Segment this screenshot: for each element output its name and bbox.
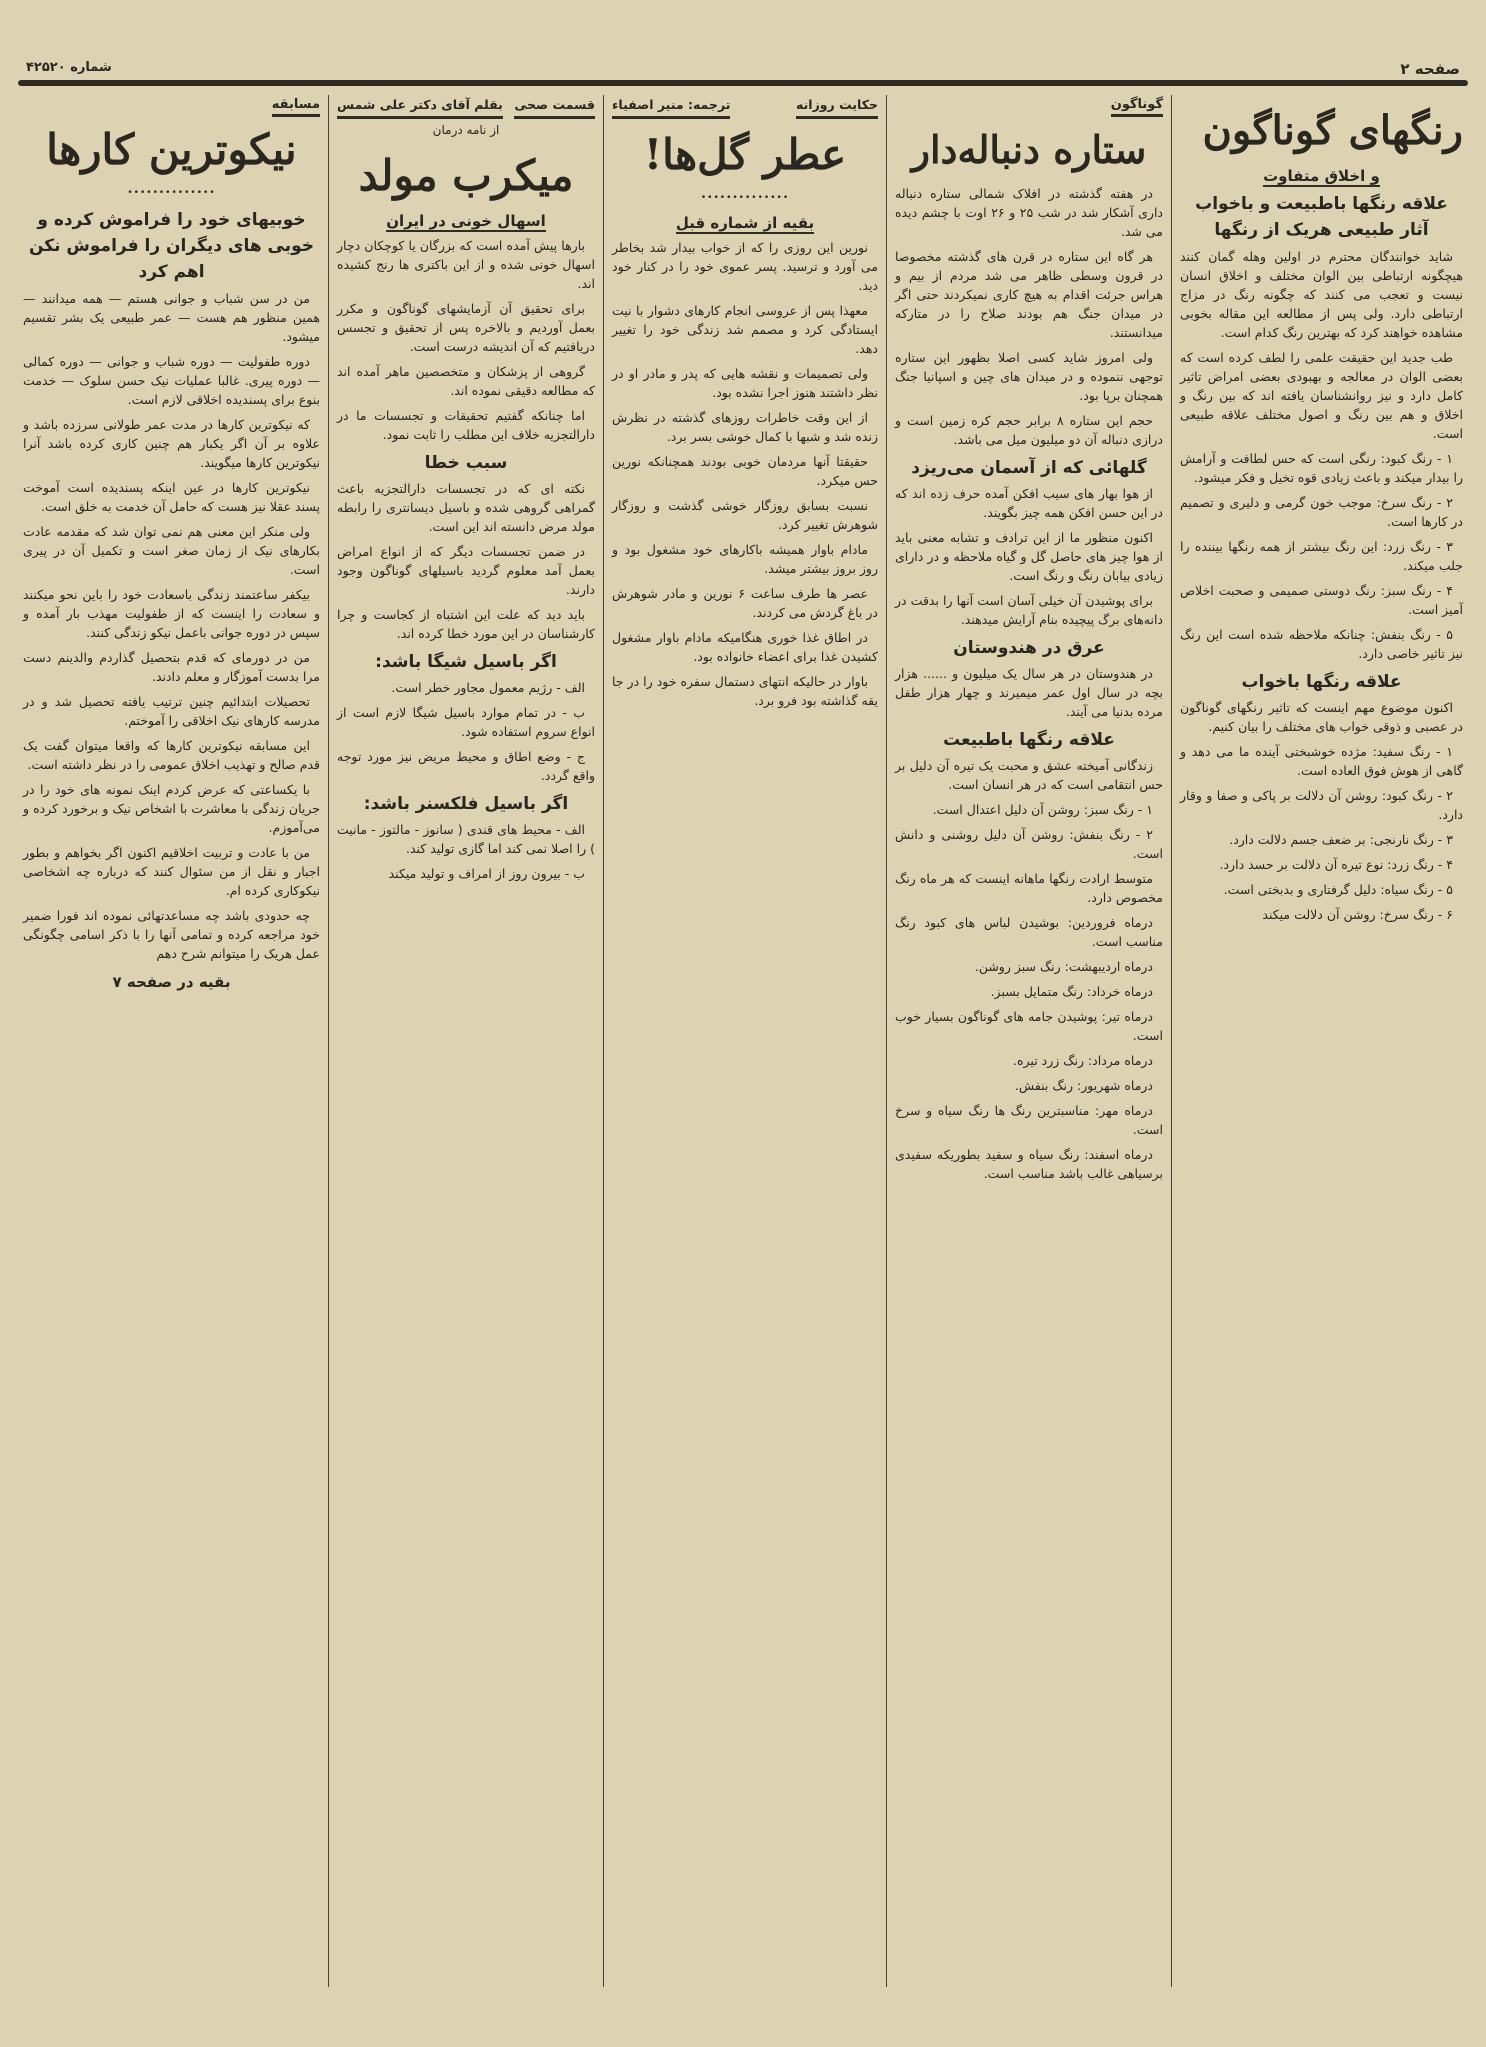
paragraph: ولی منکر این معنی هم نمی توان شد که مقدمه عادت بکارهای نیک از زمان صغر است و تکمیل آن در پیری است.	[23, 524, 320, 577]
paragraph: برای پوشیدن آن خیلی آسان است آنها را بدقت در دانه‌های برگ پیچیده بنام آرایش میدهند.	[895, 593, 1163, 627]
paragraph: ۳ - رنگ زرد: این رنگ بیشتر از همه رنگها بیننده را جلب میکند.	[1180, 539, 1463, 573]
headline: رنگهای گوناگون	[1202, 107, 1463, 154]
paragraph: دوره طفولیت — دوره شباب و جوانی — دوره کمالی — دوره پیری. غالبا عملیات نیک حسن سلوک — خدمت بنوع برای پسندیده اخلاقی لازم است.	[23, 354, 320, 407]
section-body	[895, 756, 1163, 1183]
column-comet-article	[886, 95, 1171, 1987]
paragraph: نیکوترین کارها در عین اینکه پسندیده است آموخت پسند عقلا نیز هست که حامل آن خدمت به خلق است.	[23, 480, 320, 514]
paragraph: حقیقتا آنها مردمان خوبی بودند همچنانکه نورین حس میکرد.	[612, 454, 878, 488]
paragraph: ۱ - رنگ سبز: روشن آن دلیل اعتدال است.	[932, 802, 1153, 817]
paragraph: ب - بیرون روز از امراف و تولید میکند	[388, 866, 585, 881]
paragraph: درماه مرداد: رنگ زرد تیره.	[1013, 1053, 1153, 1068]
section-title: اگر باسیل فلکسنر باشد:	[363, 794, 569, 814]
paragraph: در هندوستان در هر سال یک میلیون و ...... هزار بچه در سال اول عمر میمیرند و چهار هزار طفل مرده بدنیا می آیند.	[895, 666, 1163, 719]
paragraph: ب - در تمام موارد باسیل شیگا لازم است از انواع سروم استفاده شود.	[337, 705, 595, 739]
paragraph: برای تحقیق آن آزمایشهای گوناگون و مکرر بعمل آوردیم و بالاخره پس از تحقیق و تجسس دریافتیم که آن اندیشه درست است.	[337, 301, 595, 354]
paragraph: درماه خرداد: رنگ متمایل بسبز.	[990, 984, 1153, 999]
column-colors-article	[1171, 95, 1471, 1987]
page-number: صفحه ۲	[1400, 60, 1460, 78]
kicker: گوناگون	[895, 95, 1163, 114]
paragraph: شاید خوانندگان محترم در اولین وهله گمان کنند هیچگونه ارتباطی بین الوان مختلف و اخلاق انسان نیست و تعجب می کنند که چگونه رنگ در مزاج ارتباطی دارد. ولی پس از مطالعه این مقاله بخوبی مشاهده خواهند کرد که بهترین رنگ کدام است.	[1180, 249, 1463, 340]
paragraph: اکنون موضوع مهم اینست که تاثیر رنگهای گوناگون در عصبی و ذوقی خواب های مختلف را بیان کنیم.	[1180, 700, 1463, 734]
paragraph: از هوا بهار های سیب افکن آمده حرف زده اند که در این حسن افکن همه چیز بگویند.	[895, 486, 1163, 520]
paragraph: ۴ - رنگ سبز: رنگ دوستی صمیمی و صحبت اخلاص آمیز است.	[1180, 583, 1463, 617]
paragraph: چه حدودی باشد چه مساعدتهائی نموده اند فورا ضمیر خود مراجعه کرده و تمامی آنها را با ذکر اسامی چگونگی عمل هریک را میتوانم شرح دهم	[23, 908, 320, 961]
kicker: مسابقه	[23, 95, 320, 114]
headline: نیکوترین کارها	[46, 125, 297, 174]
paragraph: نورین این روزی را که از خواب بیدار شد بخاطر می آورد و ترسید. پسر عموی خود را در کنار خود دید.	[612, 240, 878, 293]
paragraph: من در دورمای که قدم بتحصیل گذاردم والدینم دست مرا بدست آموزگار و معلم دادند.	[23, 650, 320, 684]
paragraph: درماه اسفند: رنگ سیاه و سفید بطوریکه سفیدی برسیاهی غالب باشد مناسب است.	[895, 1147, 1163, 1181]
paragraph: درماه اردیبهشت: رنگ سبز روشن.	[974, 959, 1153, 974]
paragraph: ۶ - رنگ سرخ: روشن آن دلالت میکند	[1262, 907, 1453, 922]
paragraph: نسبت بسابق روزگار خوشی گذشت و روزگار شوهرش تغییر کرد.	[612, 498, 878, 532]
paragraph: متوسط ارادت رنگها ماهانه اینست که هر ماه رنگ مخصوص دارد.	[895, 871, 1163, 905]
paragraph: ولی تصمیمات و نقشه هایی که پدر و مادر او در نظر داشتند هنوز اجرا نشده بود.	[612, 366, 878, 400]
paragraph: در هفته گذشته در افلاک شمالی ستاره دنباله داری آشکار شد در شب ۲۵ و ۲۶ اوت با چشم دیده می شد.	[895, 186, 1164, 239]
article-body	[337, 236, 595, 444]
issue-number: شماره ۴۲۵۲۰	[26, 60, 112, 75]
column-contest	[15, 95, 328, 1987]
paragraph: گروهی از پزشکان و متخصصین ماهر آمده اند که مطالعه دقیقی نموده اند.	[337, 364, 595, 398]
section-title: گلهائی که از آسمان می‌ریزد	[911, 458, 1147, 478]
deck: خوبیهای خود را فراموش کرده و خوبی های دیگران را فراموش نکن اهم کرد	[28, 210, 315, 282]
paragraph: از این وقت خاطرات روزهای گذشته در نظرش زنده شد و شبها با کمال خوشی بسر برد.	[612, 410, 878, 444]
divider: ••••••••••••••	[127, 188, 216, 198]
paragraph: ۱ - رنگ کبود: رنگی است که حس لطافت و آرامش را بیدار میکند و باعث زیادی قوه تخیل و فکر میشود.	[1180, 451, 1463, 485]
article-body	[23, 289, 320, 963]
paragraph: که نیکوترین کارها در مدت عمر طولانی سرزده باشد و علاوه بر آن اگر یکبار هم چنین کاری کرده باشد آنرا نیکوترین کارها میگویند.	[23, 417, 320, 470]
section-title: علاقه رنگها باطبیعت	[943, 730, 1115, 750]
subheadline: و اخلاق متفاوت	[1263, 167, 1380, 185]
article-body	[895, 184, 1163, 449]
paragraph: این مسابقه نیکوترین کارها که واقعا میتوان گفت یک قدم صالح و تهذیب اخلاق عمومی را در نظر داشته است.	[23, 738, 320, 772]
section-title: علاقه رنگها باخواب	[1241, 672, 1402, 692]
headline: عطر گل‌ها!	[643, 130, 847, 179]
paragraph: زندگانی آمیخته عشق و محبت یک تیره آن دلیل بر حس انتقامی است که در هر انسان است.	[895, 758, 1163, 792]
kicker-row	[337, 95, 595, 119]
kicker: حکایت روزانه	[796, 95, 878, 119]
paragraph: ج - وضع اطاق و محیط مریض نیز مورد توجه واقع گردد.	[337, 749, 595, 783]
header-rule	[18, 80, 1468, 86]
paragraph: با یکساعتی که عرض کردم اینک نمونه های خود را در جریان زندگی با معاشرت با اشخاص نیک و برخورد کرده و می‌آموزم.	[23, 782, 320, 835]
paragraph: در ضمن تجسسات دیگر که از انواع امراض بعمل آمد معلوم گردید باسیلهای گوناگون وجود دارند.	[337, 544, 595, 597]
newspaper-columns	[15, 95, 1471, 1987]
column-story	[603, 95, 886, 1987]
paragraph: ۲ - رنگ کبود: روشن آن دلالت بر پاکی و صفا و وقار دارد.	[1180, 788, 1463, 822]
paragraph: طب جدید این حقیقت علمی را لطف کرده است که بعضی الوان در معالجه و بهبودی بعضی امراض تاثیر کامل دارد و نیز روانشناسان یافته اند که بین رنگ و اخلاق و هم بین رنگ و اصول مختلف علاقه طبیعی است.	[1180, 350, 1463, 441]
section-body	[895, 664, 1163, 721]
paragraph: من در سن شباب و جوانی هستم — همه میدانند — همین منظور هم هست — عمر طبیعی یک بشر تقسیم میشود.	[23, 291, 320, 344]
paragraph: ۵ - رنگ سیاه: دلیل گرفتاری و بدبختی است.	[1223, 882, 1453, 897]
paragraph: بیکفر ساعتمند زندگی باسعادت خود را باین نحو میکنند و سعادت را اینست که از طفولیت مهذب بار آمده و سپس در دوره جوانی باعمل نیکو زندگی کنند.	[23, 587, 320, 640]
paragraph: باوار در حالیکه انتهای دستمال سفره خود را در جا یقه گذاشته بود فرو برد.	[612, 674, 878, 708]
paragraph: ۵ - رنگ بنفش: چنانکه ملاحظه شده است این رنگ نیز تاثیر خاصی دارد.	[1180, 627, 1463, 661]
subheadline: اسهال خونی در ایران	[386, 212, 546, 230]
paragraph: من با عادت و تربیت اخلاقیم اکنون اگر بخواهم و بطور اجبار و نقل از من سئوال کنند که درباره چه اشخاصی نیکوکاری کرده ام.	[23, 845, 320, 898]
headline: ستاره دنباله‌دار	[911, 127, 1147, 172]
section-title: عرق در هندوستان	[953, 638, 1105, 658]
kicker-row	[612, 95, 878, 119]
paragraph: ۱ - رنگ سفید: مژده خوشبختی آینده ما می دهد و گاهی از هوش فوق العاده است.	[1180, 744, 1463, 778]
column-health	[328, 95, 603, 1987]
paragraph: درماه مهر: مناسبترین رنگ ها رنگ سیاه و سرخ است.	[895, 1103, 1163, 1137]
author-credit: بقلم آقای دکتر علی شمس	[337, 95, 503, 119]
paragraph: ۲ - رنگ سرخ: موجب خون گرمی و دلیری و تصمیم در کارها است.	[1180, 495, 1463, 529]
paragraph: الف - محیط های قندی ( سانوز - مالتوز - مانیت ) را اصلا نمی کند اما گازی تولید کند.	[337, 822, 595, 856]
paragraph: درماه فروردین: بوشیدن لباس های کبود رنگ مناسب است.	[895, 915, 1163, 949]
paragraph: هر گاه این ستاره در قرن های گذشته مخصوصا در قرون وسطی ظاهر می شد مردم از بیم و هراس جرئت اقدام به هیچ کاری نمیکردند حتی اگر در میدان جنگ هم بودند صلاح را در متارکه میدانستند.	[895, 249, 1163, 340]
paragraph: ۴ - رنگ زرد: نوع تیره آن دلالت بر حسد دارد.	[1219, 857, 1453, 872]
source-note: از نامه درمان	[432, 123, 500, 137]
paragraph: بارها پیش آمده است که بزرگان یا کوچکان دچار اسهال خونی شده و از این باکتری ها رنج کشیده اند.	[337, 238, 595, 291]
paragraph: ۲ - رنگ بنفش: روشن آن دلیل روشنی و دانش است.	[895, 827, 1163, 861]
paragraph: ۳ - رنگ نارنجی: بر ضعف جسم دلالت دارد.	[1229, 832, 1453, 847]
paragraph: عصر ها طرف ساعت ۶ نورین و مادر شوهرش در باغ گردش می کردند.	[612, 586, 878, 620]
headline: میکرب مولد	[358, 151, 574, 200]
divider: ••••••••••••••	[700, 193, 790, 203]
subheadline: بقیه از شماره قبل	[675, 214, 815, 232]
paragraph: درماه شهریور: رنگ بنفش.	[1014, 1078, 1153, 1093]
section-title: اگر باسیل شیگا باشد:	[375, 652, 557, 672]
section-body	[1180, 698, 1463, 924]
paragraph: در اطاق غذا خوری هنگامیکه مادام باوار مشغول کشیدن غذا برای اعضاء خانواده بود.	[612, 630, 878, 664]
paragraph: باید دید که علت این اشتباه از کجاست و چرا کارشناسان در این مورد خطا کرده اند.	[337, 607, 595, 641]
paragraph: معهذا پس از عروسی انجام کارهای دشوار با نیت ایستادگی کرد و مصمم شد زندگی خود را تغییر دهد.	[612, 303, 878, 356]
paragraph: اکنون منظور ما از این ترادف و تشابه معنی باید از هوا چیز های حاصل گل و گیاه ملاحظه و در دارای زیادی بیابان رنگ و رنگ است.	[895, 530, 1163, 583]
paragraph: نکته ای که در تجسسات دارالتجزیه باعث گمراهی گروهی شده و باسیل دیسانتری را رابطه مولد مرض دانسته اند این است.	[337, 481, 595, 534]
paragraph: الف - رژیم معمول مجاور خطر است.	[391, 680, 585, 695]
paragraph: مادام باوار همیشه باکارهای خود مشغول بود و روز بروز بیشتر میشد.	[612, 542, 878, 576]
article-body	[612, 238, 878, 710]
paragraph: اما چنانکه گفتیم تحقیقات و تجسسات ما در دارالتجزیه خلاف این مطلب را ثابت نمود.	[337, 408, 595, 442]
section-body	[895, 484, 1163, 629]
page-header	[18, 60, 1468, 84]
paragraph: درماه تیر: پوشیدن جامه های گوناگون بسیار خوب است.	[895, 1009, 1163, 1043]
deck: علاقه رنگها باطبیعت و باخواب آثار طبیعی هریک از رنگها	[1195, 194, 1448, 240]
paragraph: ولی امروز شاید کسی اصلا بظهور این ستاره توجهی ننموده و در میدان های چین و اسپانیا جنگ همچنان برپا بود.	[895, 350, 1163, 403]
paragraph: حجم این ستاره ۸ برابر حجم کره زمین است و درازی دنباله آن دو میلیون میل می باشد.	[895, 413, 1163, 447]
continued-note: بقیه در صفحه ۷	[112, 973, 231, 991]
section-body	[337, 820, 595, 883]
section-body	[337, 678, 595, 785]
section-title: سبب خطا	[424, 453, 508, 473]
article-body	[1180, 247, 1463, 663]
paragraph: تحصیلات ابتدائیم چنین ترتیب یافته تحصیل شد و در مدرسه کارهای نیک اخلاقی را آموختم.	[23, 694, 320, 728]
section-body	[337, 479, 595, 643]
translator-credit: ترجمه: منیر اصفیاء	[612, 95, 730, 119]
kicker: قسمت صحی	[514, 95, 595, 119]
